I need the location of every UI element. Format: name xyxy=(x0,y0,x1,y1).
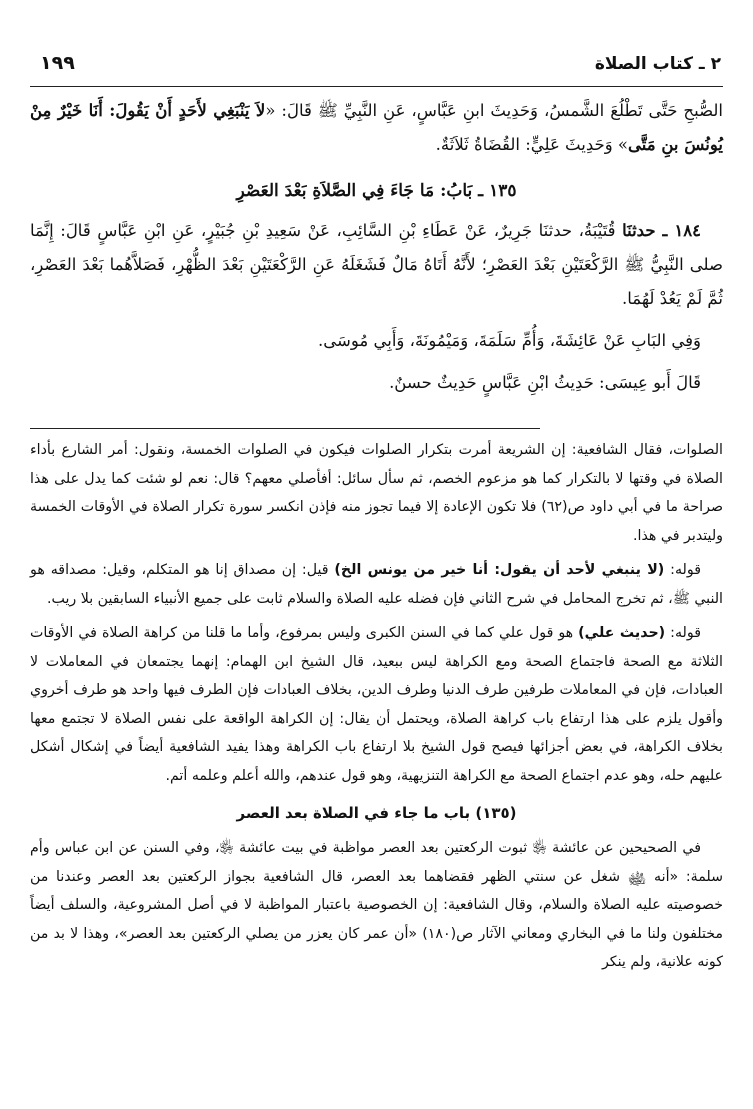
commentary-p2-lead: قوله: xyxy=(664,562,701,578)
commentary-heading: (١٣٥) باب ما جاء في الصلاة بعد العصر xyxy=(236,804,517,822)
main-text xyxy=(30,94,723,400)
page-header xyxy=(30,52,723,88)
commentary-p3-text: هو قول علي كما في السنن الكبرى وليس بمرفوع، وأما ما قلنا من كراهة الصلاة في الأوقات الثلاثة مع الصحة فاجتماع الصحة ومع الكراهة ليس ببعيد، قال الشيخ ابن الهمام: إنهما يجتمعان في المعاملات لا العبادات، فإن في المعاملات طرفين طرف الدنيا وطرف الدين، بخلاف العبادات فإن الطرف فيها واحد هو طرف أخروي وأقول يلزم على هذا ارتفاع باب كراهة الصلاة، ويحتمل أن يقال: إن الكراهة الواقعة على نفس الصلاة لا تجتمع معها بخلاف الكراهة، في بعض أجزائها فيصح قول الشيخ بلا ارتفاع باب الكراهة وهذا يفيد الشافعية أيضاً في إشكال أشكل عليهم حله، وهو عدم اجتماع الصحة مع الكراهة التنزيهية، وهو قول عندهم، والله أعلم وعلمه أتم. xyxy=(30,625,723,784)
commentary-p2-quote: (لا ينبغي لأحد أن يقول: أنا خير من يونس الخ) xyxy=(334,562,665,578)
hadith-number: ١٨٤ ـ حدثنَا xyxy=(622,221,701,240)
hadith-paragraph xyxy=(30,214,723,316)
running-title: ٢ ـ كتاب الصلاة xyxy=(594,54,721,74)
footnote-separator xyxy=(30,428,540,429)
main-paragraph-continuation xyxy=(30,94,723,162)
chapter-heading: ١٣٥ ـ بَابُ: مَا جَاءَ فِي الصَّلاَةِ بَعْدَ العَصْرِ xyxy=(236,181,517,201)
commentary-p2-text: قيل: إن مصداق إنا هو المتكلم، وقيل: مصداقه هو النبي ﷺ، ثم تخرج المحامل في شرح الثاني فإن فضله عليه الصلاة والسلام ثابت على جميع الأنبياء السابقين بلا ريب. xyxy=(30,562,723,607)
commentary-p3-lead: قوله: xyxy=(665,625,701,641)
main-p1-quote: لاَ يَنْبَغِي لأَحَدٍ أَنْ يَقُولَ: أَنَا خَيْرٌ مِنْ يُونُسَ بنِ مَتَّى xyxy=(30,101,723,154)
commentary-paragraph-3 xyxy=(30,619,723,790)
page-number: ١٩٩ xyxy=(40,52,75,74)
commentary-paragraph-1: الصلوات، فقال الشافعية: إن الشريعة أمرت بتكرار الصلوات فيكون في الصلوات الخمسة، ونقول: أمر الشارع بأداء الصلاة في وقتها لا بالتكرار كما هو مزعوم الخصم، ثم سأل سائل: أفأصلي معهم؟ قال: نعم لو شئت كما يدل على هذا صراحة ما في أبي داود ص(٦٢) فلا تكون الإعادة إلا فيما تجوز منه فإذن انكسر سورة تكرار الصلاة في الأوقات الخمسة وليتدبر في هذا. xyxy=(30,442,723,544)
main-p1-part-c: » وَحَدِيثَ عَلِيٍّ: القُضَاةُ ثَلاَثَةٌ. xyxy=(435,135,629,154)
commentary-paragraph-2 xyxy=(30,556,723,613)
commentary-paragraph-4: في الصحيحين عن عائشة ﵂ ثبوت الركعتين بعد العصر مواظبة في بيت عائشة ﵂، وفي السنن عن ابن عباس وأم سلمة: «أنه ﵊ شغل عن سنتي الظهر فقضاهما بعد العصر، قال الشافعية بجواز الركعتين بعد العصر وعندنا من خصوصيته عليه الصلاة والسلام، وقال الشافعية: إن الخصوصية باعتبار المواظبة لا في أصل المشروعية، والسلف أيضاً مختلفون ولنا ما في البخاري ومعاني الآثار ص(١٨٠) «أن عمر كان يعزر من يصلي الركعتين بعد العصر»، وهذا لا بد من كونه علانية، ولم ينكر xyxy=(30,840,723,970)
main-p1-part-a: الصُّبحِ حَتَّى تَطْلُعَ الشَّمسُ، وَحَدِيثَ ابنِ عَبَّاسٍ، عَنِ النَّبِيِّ ﷺ قَالَ: « xyxy=(265,101,723,120)
commentary-p3-quote: (حديث علي) xyxy=(578,625,666,641)
chapter-references: وَفِي البَابِ عَنْ عَائِشَةَ، وَأُمِّ سَلَمَةَ، وَمَيْمُونَةَ، وَأَبِي مُوسَى. xyxy=(318,331,701,350)
header-rule xyxy=(30,86,723,87)
commentary xyxy=(30,436,723,977)
abu-isa-grading: قَالَ أَبو عِيسَى: حَدِيثُ ابْنِ عَبَّاسٍ حَدِيثٌ حسنٌ. xyxy=(389,373,701,392)
hadith-text: قُتَيْبَةُ، حدثنَا جَرِيرٌ، عَنْ عَطَاءِ بْنِ السَّائِبِ، عَنْ سَعِيدِ بْنِ جُبَيْرٍ، عَنِ ابْنِ عَبَّاسٍ قَالَ: إِنَّمَا صلى النَّبِيُّ ﷺ الرَّكْعَتَيْنِ بَعْدَ العَصْرِ؛ لأَنَّهُ أَتَاهُ مَالٌ فَشَغَلَهُ عَنِ الرَّكْعَتَيْنِ بَعْدَ الظُّهْرِ، فَصَلاَّهُما بَعْدَ العَصْرِ، ثُمَّ لَمْ يَعُدْ لَهُمَا. xyxy=(30,221,723,308)
